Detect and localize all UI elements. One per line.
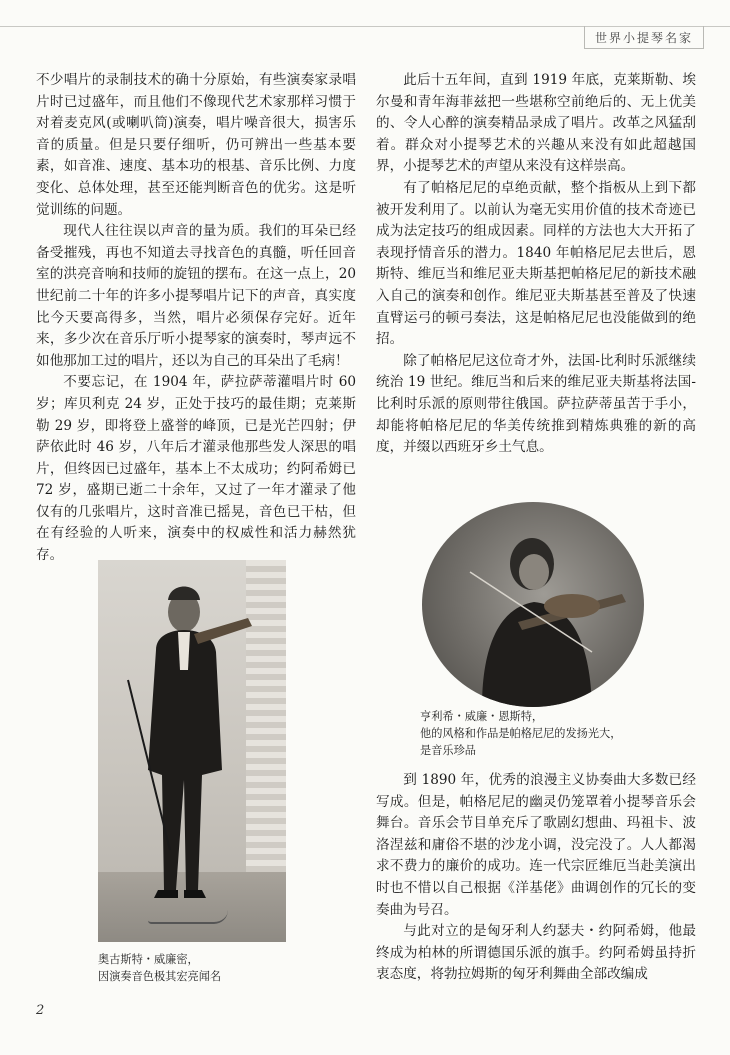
paragraph: 不要忘记，在 1904 年，萨拉萨蒂灌唱片时 60 岁；库贝利克 24 岁，正处于技巧的最佳期；克莱斯勒 29 岁，即将登上盛誉的峰顶，已是光芒四射；伊萨依此时 46 岁，八年后才灌录他那些发人深思的唱片，但终因已过盛年，基本上不太成功；约阿希姆已 72 岁，盛期已逝二十余年，又过了一年才灌录了他仅有的几张唱片，这时音准已摇晃，音色已干枯，但在有经验的人听来，演奏中的权威性和活力赫然犹存。	[36, 374, 356, 564]
violinist-figure-icon	[422, 502, 644, 707]
paragraph: 有了帕格尼尼的卓绝贡献，整个指板从上到下都被开发利用了。以前认为毫无实用价值的技术奇迹已成为法定技巧的组成因素。同样的方法也大大开拓了表现抒情音乐的潜力。1840 年帕格尼尼去世后，恩斯特、维厄当和维尼亚夫斯基把帕格尼尼的新技术融入自己的演奏和创作。维尼亚夫斯基甚至普及了快速直臂运弓的顿弓奏法，这是帕格尼尼也没能做到的绝招。	[376, 179, 696, 348]
paragraph: 此后十五年间，直到 1919 年底，克莱斯勒、埃尔曼和青年海菲兹把一些堪称空前绝后的、无上优美的、令人心醉的演奏精品录成了唱片。改革之风猛刮着。群众对小提琴艺术的兴趣从来没有如此超越国界，小提琴艺术的声望从来没有这样崇高。	[376, 72, 696, 175]
round-photo-caption	[420, 708, 670, 759]
running-header	[584, 26, 704, 49]
standing-violinist-icon	[98, 560, 286, 942]
running-header-title: 世界小提琴名家	[594, 30, 693, 45]
caption-line: 亨利希・威廉・恩斯特，	[420, 710, 544, 723]
page-number: 2	[36, 1003, 45, 1018]
caption-line: 是音乐珍品	[420, 744, 476, 757]
paragraph: 与此对立的是匈牙利人约瑟夫・约阿希姆，他最终成为柏林的所谓德国乐派的旗手。约阿希姆虽持折衷态度，将勃拉姆斯的匈牙利舞曲全部改编成	[376, 923, 696, 983]
caption-line: 因演奏音色极其宏亮闻名	[98, 970, 222, 983]
paragraph: 现代人往往误以声音的量为质。我们的耳朵已经备受摧残，再也不知道去寻找音色的真髓，听任回音室的洪亮音响和技师的旋钮的摆布。在这一点上，20 世纪前二十年的许多小提琴唱片记下的声音，真实度比今天要高得多，当然，唱片必须保存完好。近年来，多少次在音乐厅听小提琴家的演奏时，琴声远不如他那加工过的唱片，还以为自己的耳朵出了毛病！	[36, 223, 356, 369]
left-photo-caption	[98, 951, 298, 985]
left-column	[36, 70, 356, 567]
photographer-signature	[148, 910, 228, 924]
caption-line: 他的风格和作品是帕格尼尼的发扬光大，	[420, 727, 622, 740]
paragraph: 除了帕格尼尼这位奇才外，法国-比利时乐派继续统治 19 世纪。维厄当和后来的维尼亚夫斯基将法国-比利时乐派的原则带往俄国。萨拉萨蒂虽苦于手小，却能将帕格尼尼的华美传统推到精炼典雅的新的高度，并缀以西班牙乡土气息。	[376, 352, 696, 456]
ernst-portrait-photo	[422, 502, 644, 707]
caption-line: 奥古斯特・威廉密，	[98, 953, 199, 966]
wilhelmj-portrait-photo	[98, 560, 286, 942]
right-column-top	[376, 70, 696, 459]
paragraph: 不少唱片的录制技术的确十分原始，有些演奏家录唱片时已过盛年，而且他们不像现代艺术家那样习惯于对着麦克风(或喇叭筒)演奏，唱片噪音很大，损害乐音的质量。但是只要仔细听，仍可辨出一些基本要素，如音准、速度、基本功的根基、音乐比例、力度变化、总体处理，甚至还能判断音色的优劣。这是听觉训练的问题。	[36, 72, 356, 218]
right-column-bottom	[376, 770, 696, 986]
paragraph: 到 1890 年，优秀的浪漫主义协奏曲大多数已经写成。但是，帕格尼尼的幽灵仍笼罩着小提琴音乐会舞台。音乐会节目单充斥了歌剧幻想曲、玛祖卡、波洛涅兹和庸俗不堪的沙龙小调，没完没了。人人都渴求不费力的廉价的成功。连一代宗匠维厄当赴美演出时也不惜以自己根据《洋基佬》曲调创作的冗长的变奏曲为号召。	[376, 772, 696, 918]
